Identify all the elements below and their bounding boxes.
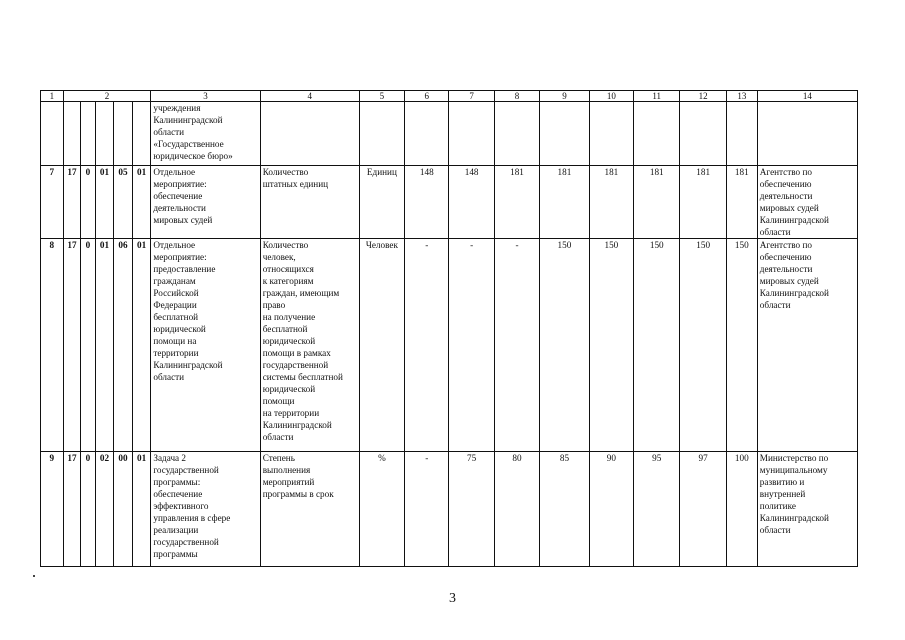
value-cell: 181 bbox=[494, 166, 539, 239]
value-cell: 150 bbox=[540, 239, 590, 452]
header-cell: 13 bbox=[726, 91, 757, 102]
header-cell: 10 bbox=[589, 91, 633, 102]
code-cell: 17 bbox=[63, 239, 81, 452]
row-number: 7 bbox=[41, 166, 64, 239]
indicators-table bbox=[40, 90, 858, 567]
code-cell: 01 bbox=[95, 166, 114, 239]
header-cell: 1 bbox=[41, 91, 64, 102]
value-cell: - bbox=[449, 239, 494, 452]
unit-cell: % bbox=[359, 452, 404, 567]
value-cell: 97 bbox=[680, 452, 726, 567]
code-cell: 05 bbox=[114, 166, 133, 239]
value-cell: 75 bbox=[449, 452, 494, 567]
code-cell: 00 bbox=[114, 452, 133, 567]
header-cell: 14 bbox=[757, 91, 857, 102]
value-cell: - bbox=[405, 452, 449, 567]
code-cell: 0 bbox=[81, 239, 95, 452]
code-cell: 01 bbox=[95, 239, 114, 452]
value-cell: 80 bbox=[494, 452, 539, 567]
measure-name-cell: Отдельное мероприятие: предоставление гражданам Российской Федерации бесплатной юридической помощи на территории Калининградской области bbox=[151, 239, 260, 452]
measure-name-cell: Задача 2 государственной программы: обеспечение эффективного управления в сфере реализации государственной программы bbox=[151, 452, 260, 567]
value-cell: 85 bbox=[540, 452, 590, 567]
header-cell: 5 bbox=[359, 91, 404, 102]
value-cell: 100 bbox=[726, 452, 757, 567]
measure-name-cell: Отдельное мероприятие: обеспечение деятельности мировых судей bbox=[151, 166, 260, 239]
header-cell: 4 bbox=[260, 91, 359, 102]
indicator-cell: Количество штатных единиц bbox=[260, 166, 359, 239]
value-cell: 150 bbox=[726, 239, 757, 452]
value-cell: 181 bbox=[634, 166, 680, 239]
value-cell: 150 bbox=[589, 239, 633, 452]
value-cell: 148 bbox=[449, 166, 494, 239]
responsible-cell: Агентство по обеспечению деятельности мировых судей Калининградской области bbox=[757, 166, 857, 239]
code-cell: 02 bbox=[95, 452, 114, 567]
value-cell: - bbox=[494, 239, 539, 452]
code-cell: 01 bbox=[132, 166, 151, 239]
value-cell: 181 bbox=[589, 166, 633, 239]
header-cell: 7 bbox=[449, 91, 494, 102]
table-row bbox=[41, 166, 858, 239]
header-cell: 6 bbox=[405, 91, 449, 102]
value-cell: 181 bbox=[680, 166, 726, 239]
header-row bbox=[41, 91, 858, 102]
code-cell: 0 bbox=[81, 452, 95, 567]
value-cell: 148 bbox=[405, 166, 449, 239]
table-row bbox=[41, 239, 858, 452]
header-cell: 12 bbox=[680, 91, 726, 102]
value-cell: 150 bbox=[634, 239, 680, 452]
code-cell: 0 bbox=[81, 166, 95, 239]
code-cell: 17 bbox=[63, 166, 81, 239]
indicator-cell: Количество человек, относящихся к категориям граждан, имеющим право на получение бесплатной юридической помощи в рамках государственной системы бесплатной юридической помощи на территории Калининградской области bbox=[260, 239, 359, 452]
row-number: 9 bbox=[41, 452, 64, 567]
code-cell: 01 bbox=[132, 239, 151, 452]
header-cell: 2 bbox=[63, 91, 151, 102]
header-cell: 8 bbox=[494, 91, 539, 102]
value-cell: 181 bbox=[726, 166, 757, 239]
table-row bbox=[41, 452, 858, 567]
page-number: 3 bbox=[449, 591, 456, 606]
header-cell: 9 bbox=[540, 91, 590, 102]
unit-cell: Единиц bbox=[359, 166, 404, 239]
value-cell: 90 bbox=[589, 452, 633, 567]
value-cell: - bbox=[405, 239, 449, 452]
measure-name-cell: учреждения Калининградской области «Государственное юридическое бюро» bbox=[151, 102, 260, 166]
code-cell: 17 bbox=[63, 452, 81, 567]
continuation-row bbox=[41, 102, 858, 166]
header-cell: 11 bbox=[634, 91, 680, 102]
responsible-cell: Министерство по муниципальному развитию и внутренней политике Калининградской области bbox=[757, 452, 857, 567]
responsible-cell: Агентство по обеспечению деятельности мировых судей Калининградской области bbox=[757, 239, 857, 452]
indicator-cell: Степень выполнения мероприятий программы в срок bbox=[260, 452, 359, 567]
value-cell: 95 bbox=[634, 452, 680, 567]
code-cell: 01 bbox=[132, 452, 151, 567]
value-cell: 150 bbox=[680, 239, 726, 452]
code-cell: 06 bbox=[114, 239, 133, 452]
header-cell: 3 bbox=[151, 91, 260, 102]
value-cell: 181 bbox=[540, 166, 590, 239]
row-number: 8 bbox=[41, 239, 64, 452]
unit-cell: Человек bbox=[359, 239, 404, 452]
scan-speck bbox=[33, 575, 35, 577]
